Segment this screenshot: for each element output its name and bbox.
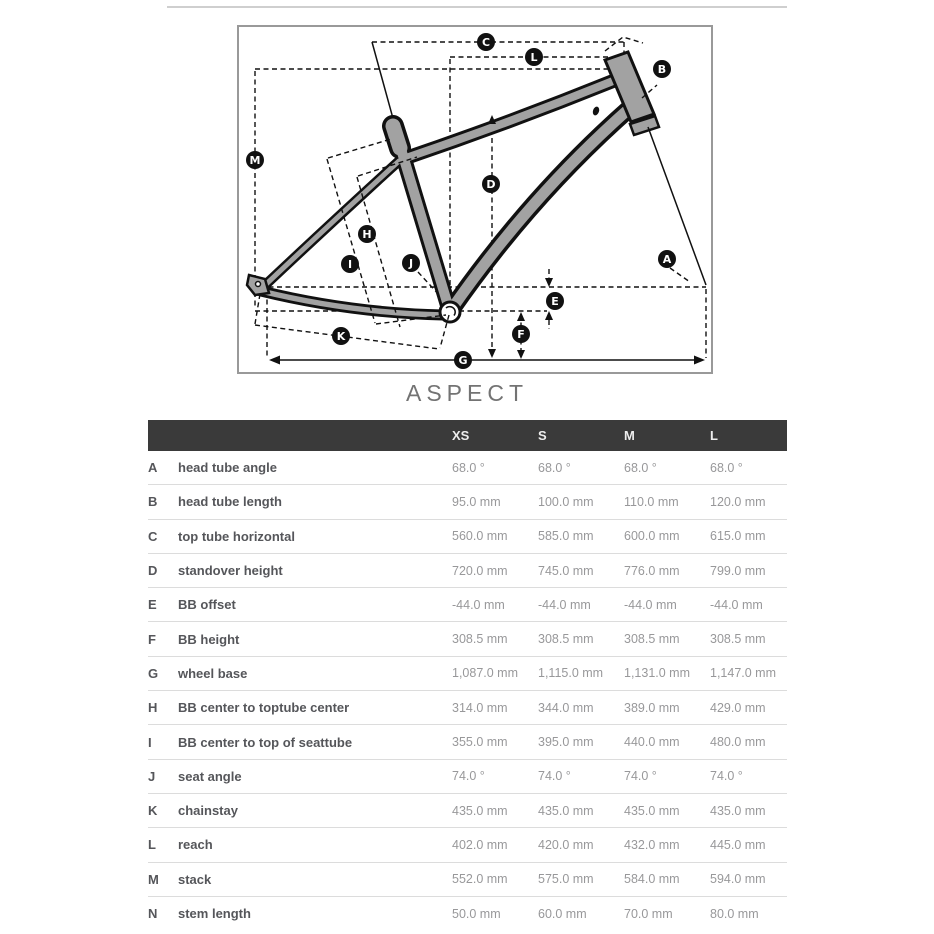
row-key-letter: H — [148, 691, 178, 725]
row-value-m: 435.0 mm — [624, 793, 710, 827]
column-header-s: S — [538, 420, 624, 451]
row-measure-name: stem length — [178, 906, 251, 921]
diagram-label-D — [482, 175, 500, 193]
row-key-letter: E — [148, 588, 178, 622]
row-measure-name: BB center to toptube center — [178, 691, 452, 725]
table-row — [148, 896, 787, 930]
row-key-letter: B — [148, 485, 178, 519]
row-value-xs: 720.0 mm — [452, 553, 538, 587]
row-value-xs: 355.0 mm — [452, 725, 538, 759]
svg-text:L: L — [530, 51, 538, 64]
svg-text:G: G — [458, 354, 468, 367]
table-row — [148, 759, 787, 793]
svg-text:H: H — [362, 228, 372, 241]
row-value-xs: 50.0 mm — [452, 906, 501, 921]
row-key-letter: N — [148, 906, 158, 921]
row-value-m: 110.0 mm — [624, 485, 710, 519]
page-title: ASPECT — [405, 380, 529, 406]
row-value-l: 435.0 mm — [710, 793, 787, 827]
row-value-s: 1,115.0 mm — [538, 656, 624, 690]
row-value-l: 445.0 mm — [710, 828, 787, 862]
row-measure-name: seat angle — [178, 759, 452, 793]
row-value-xs: 74.0 ° — [452, 759, 538, 793]
row-value-m: 440.0 mm — [624, 725, 710, 759]
diagram-box — [237, 25, 713, 374]
row-value-xs: 308.5 mm — [452, 622, 538, 656]
row-value-s: 344.0 mm — [538, 691, 624, 725]
cable-port-dot — [592, 106, 601, 117]
svg-text:F: F — [517, 328, 525, 341]
row-value-s: 308.5 mm — [538, 622, 624, 656]
row-measure-name: chainstay — [178, 793, 452, 827]
fork-axis-line — [648, 127, 706, 285]
row-measure-name: stack — [178, 862, 452, 896]
row-value-l: 74.0 ° — [710, 759, 787, 793]
row-key-letter: M — [148, 862, 178, 896]
row-key-letter: J — [148, 759, 178, 793]
diagram-label-H — [358, 225, 376, 243]
row-value-m: 70.0 mm — [624, 906, 673, 921]
column-header-xs: XS — [452, 420, 538, 451]
table-row — [148, 828, 787, 862]
table-row — [148, 485, 787, 519]
row-value-m: 584.0 mm — [624, 862, 710, 896]
row-key-letter: K — [148, 793, 178, 827]
row-value-l: 80.0 mm — [710, 906, 759, 921]
table-row — [148, 622, 787, 656]
table-row — [148, 451, 787, 485]
row-value-s: 68.0 ° — [538, 451, 624, 485]
row-value-m: 432.0 mm — [624, 828, 710, 862]
row-measure-name: top tube horizontal — [178, 519, 452, 553]
geometry-table — [148, 420, 787, 930]
row-value-l: 594.0 mm — [710, 862, 787, 896]
header-spacer-key — [148, 420, 178, 451]
row-value-m: 68.0 ° — [624, 451, 710, 485]
row-value-l: 480.0 mm — [710, 725, 787, 759]
svg-text:I: I — [347, 258, 353, 271]
geometry-table-header-row — [148, 420, 787, 451]
row-value-s: 575.0 mm — [538, 862, 624, 896]
svg-text:D: D — [486, 178, 496, 191]
row-value-l: 615.0 mm — [710, 519, 787, 553]
row-value-l: 799.0 mm — [710, 553, 787, 587]
row-value-xs: -44.0 mm — [452, 588, 538, 622]
row-value-xs: 95.0 mm — [452, 485, 538, 519]
row-value-xs: 1,087.0 mm — [452, 656, 538, 690]
row-measure-name: reach — [178, 828, 452, 862]
svg-text:K: K — [336, 330, 346, 343]
row-key-letter: G — [148, 656, 178, 690]
bottom-bracket — [440, 302, 460, 322]
diagram-label-I — [341, 255, 359, 273]
diagram-label-G — [454, 351, 472, 369]
diagram-label-E — [546, 292, 564, 310]
row-key-letter: F — [148, 622, 178, 656]
row-value-s: -44.0 mm — [538, 588, 624, 622]
bike-frame — [247, 52, 706, 322]
row-value-m: 308.5 mm — [624, 622, 710, 656]
row-measure-name: head tube length — [178, 485, 452, 519]
svg-text:B: B — [657, 63, 667, 76]
column-header-m: M — [624, 420, 710, 451]
row-measure-name: BB height — [178, 622, 452, 656]
row-measure-name: standover height — [178, 553, 452, 587]
table-row — [148, 553, 787, 587]
svg-text:M: M — [249, 154, 261, 167]
table-row — [148, 656, 787, 690]
row-value-xs: 435.0 mm — [452, 793, 538, 827]
header-spacer-name — [178, 420, 452, 451]
row-measure-name: BB center to top of seattube — [178, 725, 452, 759]
row-value-l: 120.0 mm — [710, 485, 787, 519]
table-row — [148, 691, 787, 725]
table-row — [148, 862, 787, 896]
diagram-label-L — [525, 48, 543, 66]
row-key-letter: L — [148, 828, 178, 862]
diagram-label-M — [246, 151, 264, 169]
row-value-xs: 314.0 mm — [452, 691, 538, 725]
row-measure-name: BB offset — [178, 588, 452, 622]
row-value-m: 600.0 mm — [624, 519, 710, 553]
svg-text:C: C — [481, 36, 491, 49]
row-value-xs: 402.0 mm — [452, 828, 538, 862]
diagram-label-B — [653, 60, 671, 78]
row-value-l: -44.0 mm — [710, 588, 787, 622]
svg-text:J: J — [408, 257, 414, 270]
row-value-s: 745.0 mm — [538, 553, 624, 587]
row-key-letter: D — [148, 553, 178, 587]
row-key-letter: C — [148, 519, 178, 553]
row-value-s: 420.0 mm — [538, 828, 624, 862]
diagram-label-A — [658, 250, 676, 268]
row-value-m: -44.0 mm — [624, 588, 710, 622]
row-value-xs: 552.0 mm — [452, 862, 538, 896]
row-value-l: 308.5 mm — [710, 622, 787, 656]
row-value-m: 776.0 mm — [624, 553, 710, 587]
row-value-xs: 560.0 mm — [452, 519, 538, 553]
diagram-label-F — [512, 325, 530, 343]
column-header-l: L — [710, 420, 787, 451]
row-value-s: 395.0 mm — [538, 725, 624, 759]
row-measure-name: wheel base — [178, 656, 452, 690]
row-value-l: 68.0 ° — [710, 451, 787, 485]
table-row — [148, 793, 787, 827]
row-value-m: 1,131.0 mm — [624, 656, 710, 690]
svg-text:A: A — [662, 253, 672, 266]
row-value-l: 1,147.0 mm — [710, 656, 787, 690]
row-value-s: 100.0 mm — [538, 485, 624, 519]
row-value-m: 389.0 mm — [624, 691, 710, 725]
bike-frame-diagram-svg — [239, 27, 711, 372]
row-value-l: 429.0 mm — [710, 691, 787, 725]
row-value-s: 585.0 mm — [538, 519, 624, 553]
table-row — [148, 725, 787, 759]
svg-text:E: E — [551, 295, 559, 308]
table-row — [148, 519, 787, 553]
geometry-table-body — [148, 451, 787, 930]
row-value-s: 435.0 mm — [538, 793, 624, 827]
row-value-s: 74.0 ° — [538, 759, 624, 793]
row-key-letter: A — [148, 451, 178, 485]
diagram-label-C — [477, 33, 495, 51]
diagram-label-J — [402, 254, 420, 272]
diagram-label-K — [332, 327, 350, 345]
row-measure-name: head tube angle — [178, 451, 452, 485]
table-row — [148, 588, 787, 622]
top-divider-rule — [167, 6, 787, 8]
row-value-m: 74.0 ° — [624, 759, 710, 793]
row-value-xs: 68.0 ° — [452, 451, 538, 485]
row-key-letter: I — [148, 725, 178, 759]
row-value-s: 60.0 mm — [538, 906, 587, 921]
